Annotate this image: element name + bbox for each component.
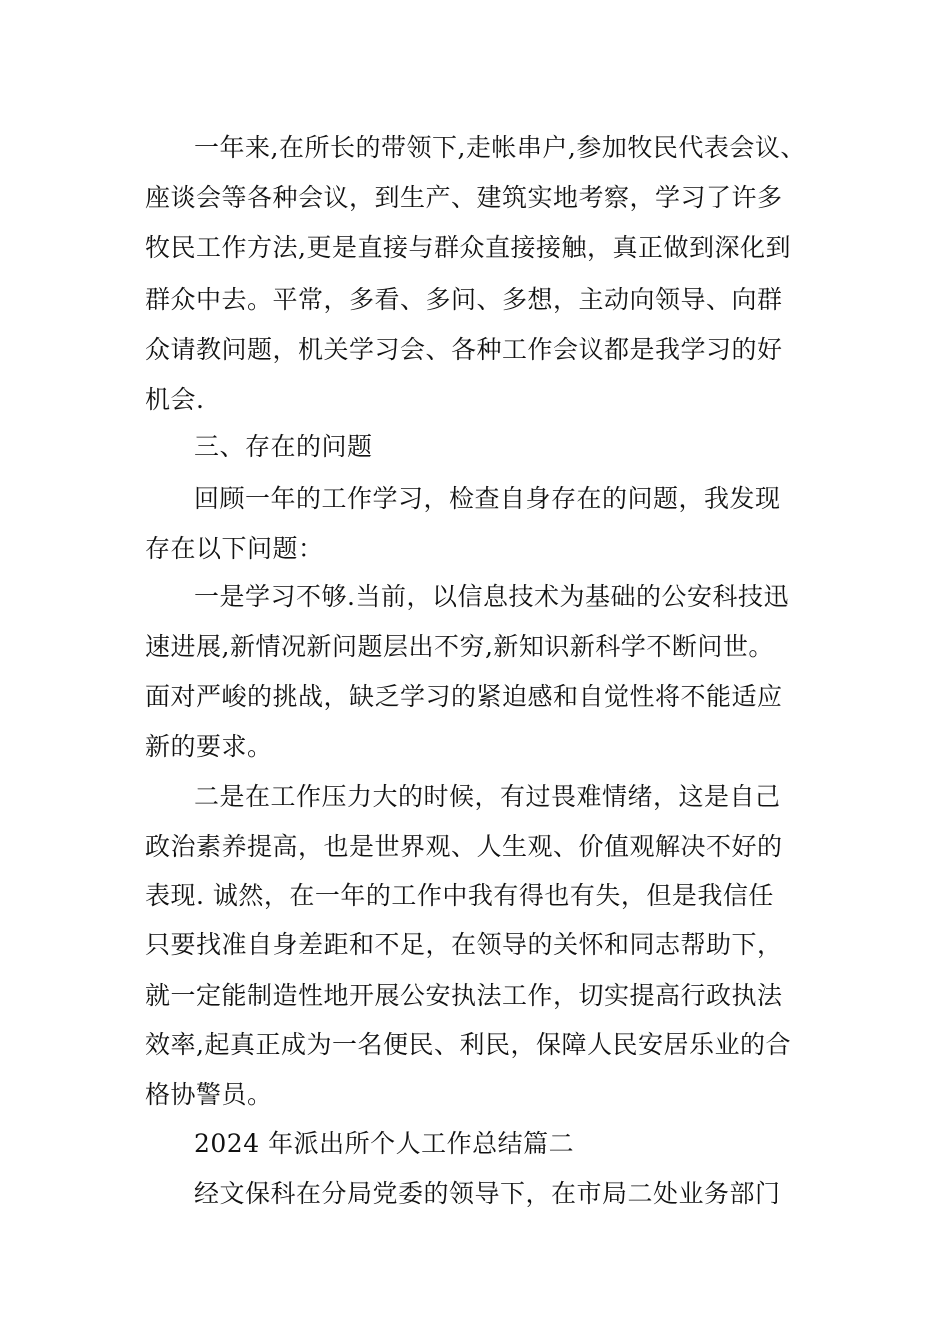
paragraph-line: 格协警员。	[145, 1080, 273, 1109]
paragraph-line: 牧民工作方法,更是直接与群众直接接触，真正做到深化到	[145, 233, 791, 262]
paragraph-line: 一是学习不够.当前，以信息技术为基础的公安科技迅	[194, 582, 789, 611]
paragraph-line: 回顾一年的工作学习，检查自身存在的问题，我发现	[194, 484, 781, 513]
paragraph-line: 群众中去。平常，多看、多问、多想，主动向领导、向群	[145, 285, 783, 314]
paragraph-line: 表现. 诚然，在一年的工作中我有得也有失，但是我信任	[145, 881, 774, 910]
paragraph-line: 座谈会等各种会议，到生产、建筑实地考察，学习了许多	[145, 183, 783, 212]
paragraph-line: 只要找准自身差距和不足，在领导的关怀和同志帮助下，	[145, 930, 783, 959]
paragraph-line: 速进展,新情况新问题层出不穷,新知识新科学不断问世。	[145, 632, 774, 661]
paragraph-line: 一年来,在所长的带领下,走帐串户,参加牧民代表会议、	[194, 133, 806, 162]
paragraph-line: 机会.	[145, 385, 205, 414]
paragraph-line: 众请教问题，机关学习会、各种工作会议都是我学习的好	[145, 335, 783, 364]
paragraph-line: 经文保科在分局党委的领导下，在市局二处业务部门	[194, 1179, 781, 1208]
paragraph-line: 存在以下问题：	[145, 534, 324, 563]
paragraph-line: 就一定能制造性地开展公安执法工作，切实提高行政执法	[145, 981, 783, 1010]
paragraph-line: 二是在工作压力大的时候，有过畏难情绪，这是自己	[194, 782, 781, 811]
section-heading: 2024 年派出所个人工作总结篇二	[194, 1129, 575, 1158]
paragraph-line: 政治素养提高，也是世界观、人生观、价值观解决不好的	[145, 832, 783, 861]
paragraph-line: 面对严峻的挑战，缺乏学习的紧迫感和自觉性将不能适应	[145, 682, 783, 711]
section-heading: 三、存在的问题	[194, 432, 373, 461]
paragraph-line: 效率,起真正成为一名便民、利民，保障人民安居乐业的合	[145, 1030, 791, 1059]
paragraph-line: 新的要求。	[145, 732, 273, 761]
